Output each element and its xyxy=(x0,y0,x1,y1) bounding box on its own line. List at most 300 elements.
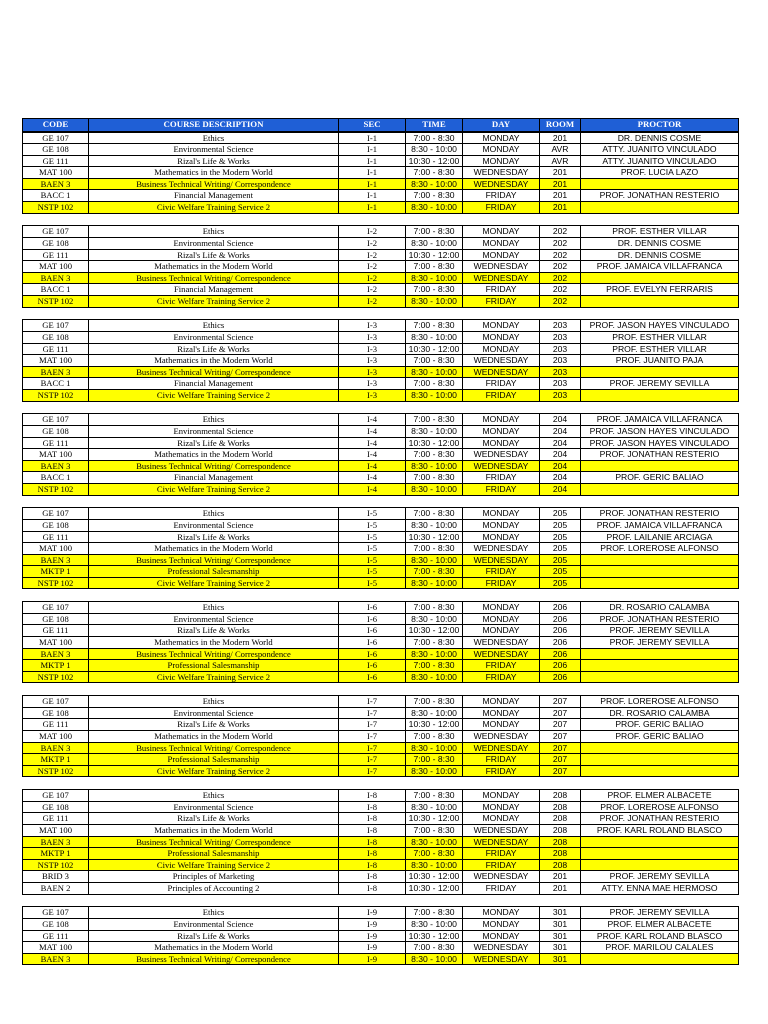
table-row xyxy=(23,272,739,284)
section-cell: I-6 xyxy=(339,671,406,683)
course-description-cell: Ethics xyxy=(89,508,339,520)
course-description-cell: Rizal's Life & Works xyxy=(89,813,339,825)
room-cell: 208 xyxy=(540,824,581,836)
room-cell: 207 xyxy=(540,742,581,754)
course-description-cell: Business Technical Writing/ Correspondence xyxy=(89,742,339,754)
course-code-cell: BAEN 3 xyxy=(23,953,89,965)
course-code-cell: GE 108 xyxy=(23,238,89,250)
header-room: ROOM xyxy=(540,119,581,132)
proctor-cell: PROF. LOREROSE ALFONSO xyxy=(581,543,739,555)
course-description-cell: Ethics xyxy=(89,320,339,332)
table-row xyxy=(23,178,739,190)
day-cell: FRIDAY xyxy=(463,765,540,777)
time-cell: 8:30 - 10:00 xyxy=(406,238,463,250)
course-code-cell: GE 111 xyxy=(23,719,89,731)
day-cell: MONDAY xyxy=(463,437,540,449)
course-description-cell: Principles of Accounting 2 xyxy=(89,882,339,894)
course-code-cell: BAEN 3 xyxy=(23,366,89,378)
course-description-cell: Business Technical Writing/ Correspondence xyxy=(89,460,339,472)
section-table xyxy=(22,507,739,589)
room-cell: 207 xyxy=(540,731,581,743)
room-cell: 204 xyxy=(540,425,581,437)
day-cell: WEDNESDAY xyxy=(463,742,540,754)
table-row xyxy=(23,190,739,202)
time-cell: 10:30 - 12:00 xyxy=(406,531,463,543)
course-code-cell: NSTP 102 xyxy=(23,202,89,214)
table-row xyxy=(23,414,739,426)
day-cell: WEDNESDAY xyxy=(463,261,540,273)
section-cell: I-6 xyxy=(339,625,406,637)
course-description-cell: Ethics xyxy=(89,602,339,614)
section-cell: I-8 xyxy=(339,836,406,848)
section-table xyxy=(22,906,739,965)
room-cell: 204 xyxy=(540,414,581,426)
course-code-cell: NSTP 102 xyxy=(23,389,89,401)
course-description-cell: Professional Salesmanship xyxy=(89,848,339,860)
course-description-cell: Civic Welfare Training Service 2 xyxy=(89,859,339,871)
time-cell: 8:30 - 10:00 xyxy=(406,918,463,930)
room-cell: 301 xyxy=(540,907,581,919)
course-description-cell: Ethics xyxy=(89,132,339,144)
room-cell: 207 xyxy=(540,696,581,708)
table-row xyxy=(23,613,739,625)
time-cell: 7:00 - 8:30 xyxy=(406,284,463,296)
table-row xyxy=(23,155,739,167)
section-cell: I-2 xyxy=(339,284,406,296)
day-cell: FRIDAY xyxy=(463,671,540,683)
time-cell: 7:00 - 8:30 xyxy=(406,731,463,743)
day-cell: MONDAY xyxy=(463,414,540,426)
section-cell: I-7 xyxy=(339,707,406,719)
room-cell: 206 xyxy=(540,613,581,625)
time-cell: 10:30 - 12:00 xyxy=(406,155,463,167)
course-code-cell: GE 107 xyxy=(23,696,89,708)
course-description-cell: Rizal's Life & Works xyxy=(89,719,339,731)
time-cell: 7:00 - 8:30 xyxy=(406,320,463,332)
time-cell: 7:00 - 8:30 xyxy=(406,660,463,672)
table-row xyxy=(23,144,739,156)
proctor-cell: PROF. LAILANIE ARCIAGA xyxy=(581,531,739,543)
course-description-cell: Civic Welfare Training Service 2 xyxy=(89,765,339,777)
course-code-cell: GE 111 xyxy=(23,625,89,637)
day-cell: MONDAY xyxy=(463,226,540,238)
time-cell: 8:30 - 10:00 xyxy=(406,801,463,813)
section-cell: I-5 xyxy=(339,577,406,589)
table-row xyxy=(23,566,739,578)
course-description-cell: Business Technical Writing/ Correspondence xyxy=(89,178,339,190)
proctor-cell: PROF. MARILOU CALALES xyxy=(581,942,739,954)
header-sec: SEC xyxy=(339,119,406,132)
proctor-cell: PROF. ESTHER VILLAR xyxy=(581,332,739,344)
day-cell: MONDAY xyxy=(463,531,540,543)
section-cell: I-7 xyxy=(339,754,406,766)
course-code-cell: GE 108 xyxy=(23,519,89,531)
course-description-cell: Civic Welfare Training Service 2 xyxy=(89,202,339,214)
proctor-cell: PROF. JONATHAN RESTERIO xyxy=(581,613,739,625)
table-row xyxy=(23,602,739,614)
course-code-cell: NSTP 102 xyxy=(23,671,89,683)
room-cell: 208 xyxy=(540,836,581,848)
section-spacer xyxy=(22,308,738,320)
table-row xyxy=(23,366,739,378)
course-description-cell: Professional Salesmanship xyxy=(89,754,339,766)
proctor-cell: PROF. LUCIA LAZO xyxy=(581,167,739,179)
course-code-cell: NSTP 102 xyxy=(23,577,89,589)
section-cell: I-1 xyxy=(339,178,406,190)
course-code-cell: BRID 3 xyxy=(23,871,89,883)
course-code-cell: BACC 1 xyxy=(23,378,89,390)
course-code-cell: MAT 100 xyxy=(23,261,89,273)
table-row xyxy=(23,332,739,344)
section-cell: I-7 xyxy=(339,719,406,731)
course-description-cell: Financial Management xyxy=(89,472,339,484)
proctor-cell: PROF. JEREMY SEVILLA xyxy=(581,907,739,919)
room-cell: 201 xyxy=(540,871,581,883)
proctor-cell: DR. DENNIS COSME xyxy=(581,132,739,144)
course-description-cell: Rizal's Life & Works xyxy=(89,343,339,355)
course-description-cell: Ethics xyxy=(89,907,339,919)
course-code-cell: MAT 100 xyxy=(23,637,89,649)
proctor-cell: PROF. ESTHER VILLAR xyxy=(581,226,739,238)
time-cell: 10:30 - 12:00 xyxy=(406,882,463,894)
course-code-cell: GE 111 xyxy=(23,343,89,355)
table-row xyxy=(23,226,739,238)
day-cell: MONDAY xyxy=(463,719,540,731)
course-code-cell: NSTP 102 xyxy=(23,859,89,871)
section-cell: I-2 xyxy=(339,261,406,273)
course-description-cell: Financial Management xyxy=(89,378,339,390)
course-description-cell: Rizal's Life & Works xyxy=(89,437,339,449)
course-description-cell: Mathematics in the Modern World xyxy=(89,731,339,743)
room-cell: 207 xyxy=(540,707,581,719)
section-cell: I-3 xyxy=(339,355,406,367)
proctor-cell xyxy=(581,296,739,308)
proctor-cell: PROF. JEREMY SEVILLA xyxy=(581,637,739,649)
table-row xyxy=(23,543,739,555)
room-cell: 207 xyxy=(540,754,581,766)
room-cell: AVR xyxy=(540,155,581,167)
proctor-cell: PROF. ELMER ALBACETE xyxy=(581,790,739,802)
time-cell: 10:30 - 12:00 xyxy=(406,930,463,942)
section-cell: I-3 xyxy=(339,343,406,355)
section-cell: I-2 xyxy=(339,296,406,308)
day-cell: FRIDAY xyxy=(463,190,540,202)
time-cell: 7:00 - 8:30 xyxy=(406,824,463,836)
room-cell: 208 xyxy=(540,859,581,871)
section-cell: I-8 xyxy=(339,848,406,860)
time-cell: 7:00 - 8:30 xyxy=(406,907,463,919)
section-table xyxy=(22,789,739,894)
room-cell: 208 xyxy=(540,848,581,860)
proctor-cell: DR. DENNIS COSME xyxy=(581,249,739,261)
proctor-cell: PROF. ELMER ALBACETE xyxy=(581,918,739,930)
section-cell: I-8 xyxy=(339,801,406,813)
section-cell: I-4 xyxy=(339,483,406,495)
time-cell: 7:00 - 8:30 xyxy=(406,132,463,144)
proctor-cell xyxy=(581,483,739,495)
course-description-cell: Mathematics in the Modern World xyxy=(89,942,339,954)
section-cell: I-8 xyxy=(339,859,406,871)
proctor-cell: PROF. GERIC BALIAO xyxy=(581,472,739,484)
room-cell: 301 xyxy=(540,942,581,954)
table-row xyxy=(23,508,739,520)
table-row xyxy=(23,437,739,449)
proctor-cell: PROF. GERIC BALIAO xyxy=(581,719,739,731)
time-cell: 7:00 - 8:30 xyxy=(406,754,463,766)
table-row xyxy=(23,696,739,708)
room-cell: 203 xyxy=(540,332,581,344)
table-row xyxy=(23,765,739,777)
section-cell: I-5 xyxy=(339,508,406,520)
table-row xyxy=(23,660,739,672)
table-row xyxy=(23,389,739,401)
section-spacer xyxy=(22,402,738,414)
header-code: CODE xyxy=(23,119,89,132)
course-code-cell: GE 111 xyxy=(23,155,89,167)
section-spacer xyxy=(22,496,738,508)
section-cell: I-3 xyxy=(339,378,406,390)
section-cell: I-2 xyxy=(339,226,406,238)
proctor-cell: DR. ROSARIO CALAMBA xyxy=(581,602,739,614)
course-code-cell: BACC 1 xyxy=(23,190,89,202)
day-cell: MONDAY xyxy=(463,696,540,708)
course-description-cell: Professional Salesmanship xyxy=(89,566,339,578)
room-cell: 205 xyxy=(540,554,581,566)
proctor-cell: PROF. JAMAICA VILLAFRANCA xyxy=(581,414,739,426)
day-cell: MONDAY xyxy=(463,625,540,637)
proctor-cell: PROF. JASON HAYES VINCULADO xyxy=(581,437,739,449)
table-row xyxy=(23,907,739,919)
table-row xyxy=(23,343,739,355)
course-code-cell: GE 111 xyxy=(23,249,89,261)
proctor-cell: PROF. JONATHAN RESTERIO xyxy=(581,813,739,825)
course-code-cell: NSTP 102 xyxy=(23,296,89,308)
time-cell: 8:30 - 10:00 xyxy=(406,707,463,719)
day-cell: MONDAY xyxy=(463,918,540,930)
day-cell: WEDNESDAY xyxy=(463,731,540,743)
section-cell: I-6 xyxy=(339,648,406,660)
course-code-cell: MAT 100 xyxy=(23,543,89,555)
course-description-cell: Mathematics in the Modern World xyxy=(89,167,339,179)
proctor-cell: PROF. JONATHAN RESTERIO xyxy=(581,508,739,520)
time-cell: 7:00 - 8:30 xyxy=(406,848,463,860)
proctor-cell xyxy=(581,836,739,848)
table-row xyxy=(23,719,739,731)
course-code-cell: GE 107 xyxy=(23,226,89,238)
day-cell: FRIDAY xyxy=(463,754,540,766)
course-description-cell: Mathematics in the Modern World xyxy=(89,261,339,273)
table-row xyxy=(23,202,739,214)
time-cell: 8:30 - 10:00 xyxy=(406,483,463,495)
time-cell: 7:00 - 8:30 xyxy=(406,508,463,520)
section-table xyxy=(22,601,739,683)
course-code-cell: GE 107 xyxy=(23,790,89,802)
table-row xyxy=(23,882,739,894)
table-row xyxy=(23,848,739,860)
course-description-cell: Environmental Science xyxy=(89,519,339,531)
section-cell: I-4 xyxy=(339,449,406,461)
time-cell: 8:30 - 10:00 xyxy=(406,836,463,848)
room-cell: 301 xyxy=(540,930,581,942)
course-code-cell: GE 107 xyxy=(23,907,89,919)
course-description-cell: Ethics xyxy=(89,226,339,238)
room-cell: 206 xyxy=(540,671,581,683)
proctor-cell: PROF. EVELYN FERRARIS xyxy=(581,284,739,296)
section-cell: I-4 xyxy=(339,460,406,472)
table-row xyxy=(23,296,739,308)
proctor-cell xyxy=(581,742,739,754)
proctor-cell xyxy=(581,202,739,214)
course-description-cell: Environmental Science xyxy=(89,425,339,437)
course-description-cell: Environmental Science xyxy=(89,332,339,344)
proctor-cell xyxy=(581,366,739,378)
table-row xyxy=(23,378,739,390)
course-code-cell: BAEN 3 xyxy=(23,554,89,566)
header-row xyxy=(23,119,739,132)
day-cell: FRIDAY xyxy=(463,660,540,672)
course-code-cell: GE 111 xyxy=(23,437,89,449)
section-cell: I-9 xyxy=(339,942,406,954)
room-cell: 204 xyxy=(540,483,581,495)
section-table xyxy=(22,319,739,401)
course-description-cell: Ethics xyxy=(89,414,339,426)
table-row xyxy=(23,449,739,461)
table-row xyxy=(23,261,739,273)
time-cell: 7:00 - 8:30 xyxy=(406,355,463,367)
course-code-cell: GE 107 xyxy=(23,508,89,520)
table-row xyxy=(23,648,739,660)
proctor-cell: PROF. JAMAICA VILLAFRANCA xyxy=(581,519,739,531)
room-cell: 203 xyxy=(540,343,581,355)
proctor-cell: PROF. JAMAICA VILLAFRANCA xyxy=(581,261,739,273)
time-cell: 10:30 - 12:00 xyxy=(406,343,463,355)
course-code-cell: BAEN 3 xyxy=(23,460,89,472)
table-row xyxy=(23,942,739,954)
course-code-cell: BAEN 3 xyxy=(23,272,89,284)
time-cell: 7:00 - 8:30 xyxy=(406,566,463,578)
room-cell: 202 xyxy=(540,261,581,273)
course-description-cell: Rizal's Life & Works xyxy=(89,249,339,261)
section-spacer xyxy=(22,895,738,907)
day-cell: FRIDAY xyxy=(463,378,540,390)
day-cell: WEDNESDAY xyxy=(463,871,540,883)
day-cell: MONDAY xyxy=(463,249,540,261)
time-cell: 7:00 - 8:30 xyxy=(406,167,463,179)
room-cell: 202 xyxy=(540,284,581,296)
section-table xyxy=(22,413,739,495)
table-row xyxy=(23,320,739,332)
section-spacer xyxy=(22,214,738,226)
proctor-cell xyxy=(581,754,739,766)
time-cell: 8:30 - 10:00 xyxy=(406,671,463,683)
course-description-cell: Environmental Science xyxy=(89,144,339,156)
table-row xyxy=(23,637,739,649)
day-cell: MONDAY xyxy=(463,425,540,437)
section-cell: I-7 xyxy=(339,731,406,743)
course-code-cell: MKTP 1 xyxy=(23,848,89,860)
time-cell: 7:00 - 8:30 xyxy=(406,378,463,390)
room-cell: 202 xyxy=(540,272,581,284)
room-cell: 205 xyxy=(540,543,581,555)
proctor-cell: PROF. KARL ROLAND BLASCO xyxy=(581,824,739,836)
time-cell: 10:30 - 12:00 xyxy=(406,625,463,637)
course-code-cell: GE 107 xyxy=(23,320,89,332)
course-description-cell: Professional Salesmanship xyxy=(89,660,339,672)
header-time: TIME xyxy=(406,119,463,132)
table-row xyxy=(23,577,739,589)
course-description-cell: Mathematics in the Modern World xyxy=(89,824,339,836)
day-cell: MONDAY xyxy=(463,602,540,614)
proctor-cell: PROF. ESTHER VILLAR xyxy=(581,343,739,355)
room-cell: 207 xyxy=(540,719,581,731)
proctor-cell xyxy=(581,272,739,284)
time-cell: 8:30 - 10:00 xyxy=(406,144,463,156)
day-cell: FRIDAY xyxy=(463,848,540,860)
day-cell: WEDNESDAY xyxy=(463,953,540,965)
course-code-cell: BAEN 3 xyxy=(23,648,89,660)
table-row xyxy=(23,460,739,472)
course-code-cell: GE 108 xyxy=(23,613,89,625)
header-course-description: COURSE DESCRIPTION xyxy=(89,119,339,132)
time-cell: 8:30 - 10:00 xyxy=(406,366,463,378)
course-code-cell: MKTP 1 xyxy=(23,660,89,672)
course-code-cell: MKTP 1 xyxy=(23,754,89,766)
room-cell: 201 xyxy=(540,882,581,894)
day-cell: MONDAY xyxy=(463,343,540,355)
section-table xyxy=(22,225,739,307)
proctor-cell: PROF. LOREROSE ALFONSO xyxy=(581,696,739,708)
room-cell: 203 xyxy=(540,366,581,378)
section-cell: I-3 xyxy=(339,366,406,378)
proctor-cell xyxy=(581,671,739,683)
day-cell: WEDNESDAY xyxy=(463,554,540,566)
room-cell: 201 xyxy=(540,132,581,144)
day-cell: WEDNESDAY xyxy=(463,824,540,836)
time-cell: 8:30 - 10:00 xyxy=(406,460,463,472)
day-cell: WEDNESDAY xyxy=(463,637,540,649)
section-cell: I-1 xyxy=(339,144,406,156)
course-code-cell: MAT 100 xyxy=(23,167,89,179)
section-cell: I-9 xyxy=(339,907,406,919)
time-cell: 8:30 - 10:00 xyxy=(406,765,463,777)
course-code-cell: GE 111 xyxy=(23,930,89,942)
room-cell: 204 xyxy=(540,472,581,484)
time-cell: 8:30 - 10:00 xyxy=(406,859,463,871)
day-cell: MONDAY xyxy=(463,801,540,813)
course-description-cell: Environmental Science xyxy=(89,801,339,813)
proctor-cell: DR. DENNIS COSME xyxy=(581,238,739,250)
proctor-cell: PROF. JASON HAYES VINCULADO xyxy=(581,425,739,437)
course-description-cell: Business Technical Writing/ Correspondence xyxy=(89,366,339,378)
course-code-cell: GE 108 xyxy=(23,801,89,813)
proctor-cell xyxy=(581,859,739,871)
time-cell: 10:30 - 12:00 xyxy=(406,871,463,883)
course-code-cell: NSTP 102 xyxy=(23,483,89,495)
section-cell: I-4 xyxy=(339,414,406,426)
proctor-cell xyxy=(581,389,739,401)
day-cell: MONDAY xyxy=(463,320,540,332)
time-cell: 8:30 - 10:00 xyxy=(406,332,463,344)
course-code-cell: MAT 100 xyxy=(23,449,89,461)
course-code-cell: MKTP 1 xyxy=(23,566,89,578)
section-cell: I-3 xyxy=(339,332,406,344)
course-description-cell: Financial Management xyxy=(89,284,339,296)
course-description-cell: Environmental Science xyxy=(89,707,339,719)
table-row xyxy=(23,871,739,883)
day-cell: WEDNESDAY xyxy=(463,167,540,179)
time-cell: 10:30 - 12:00 xyxy=(406,719,463,731)
table-row xyxy=(23,671,739,683)
